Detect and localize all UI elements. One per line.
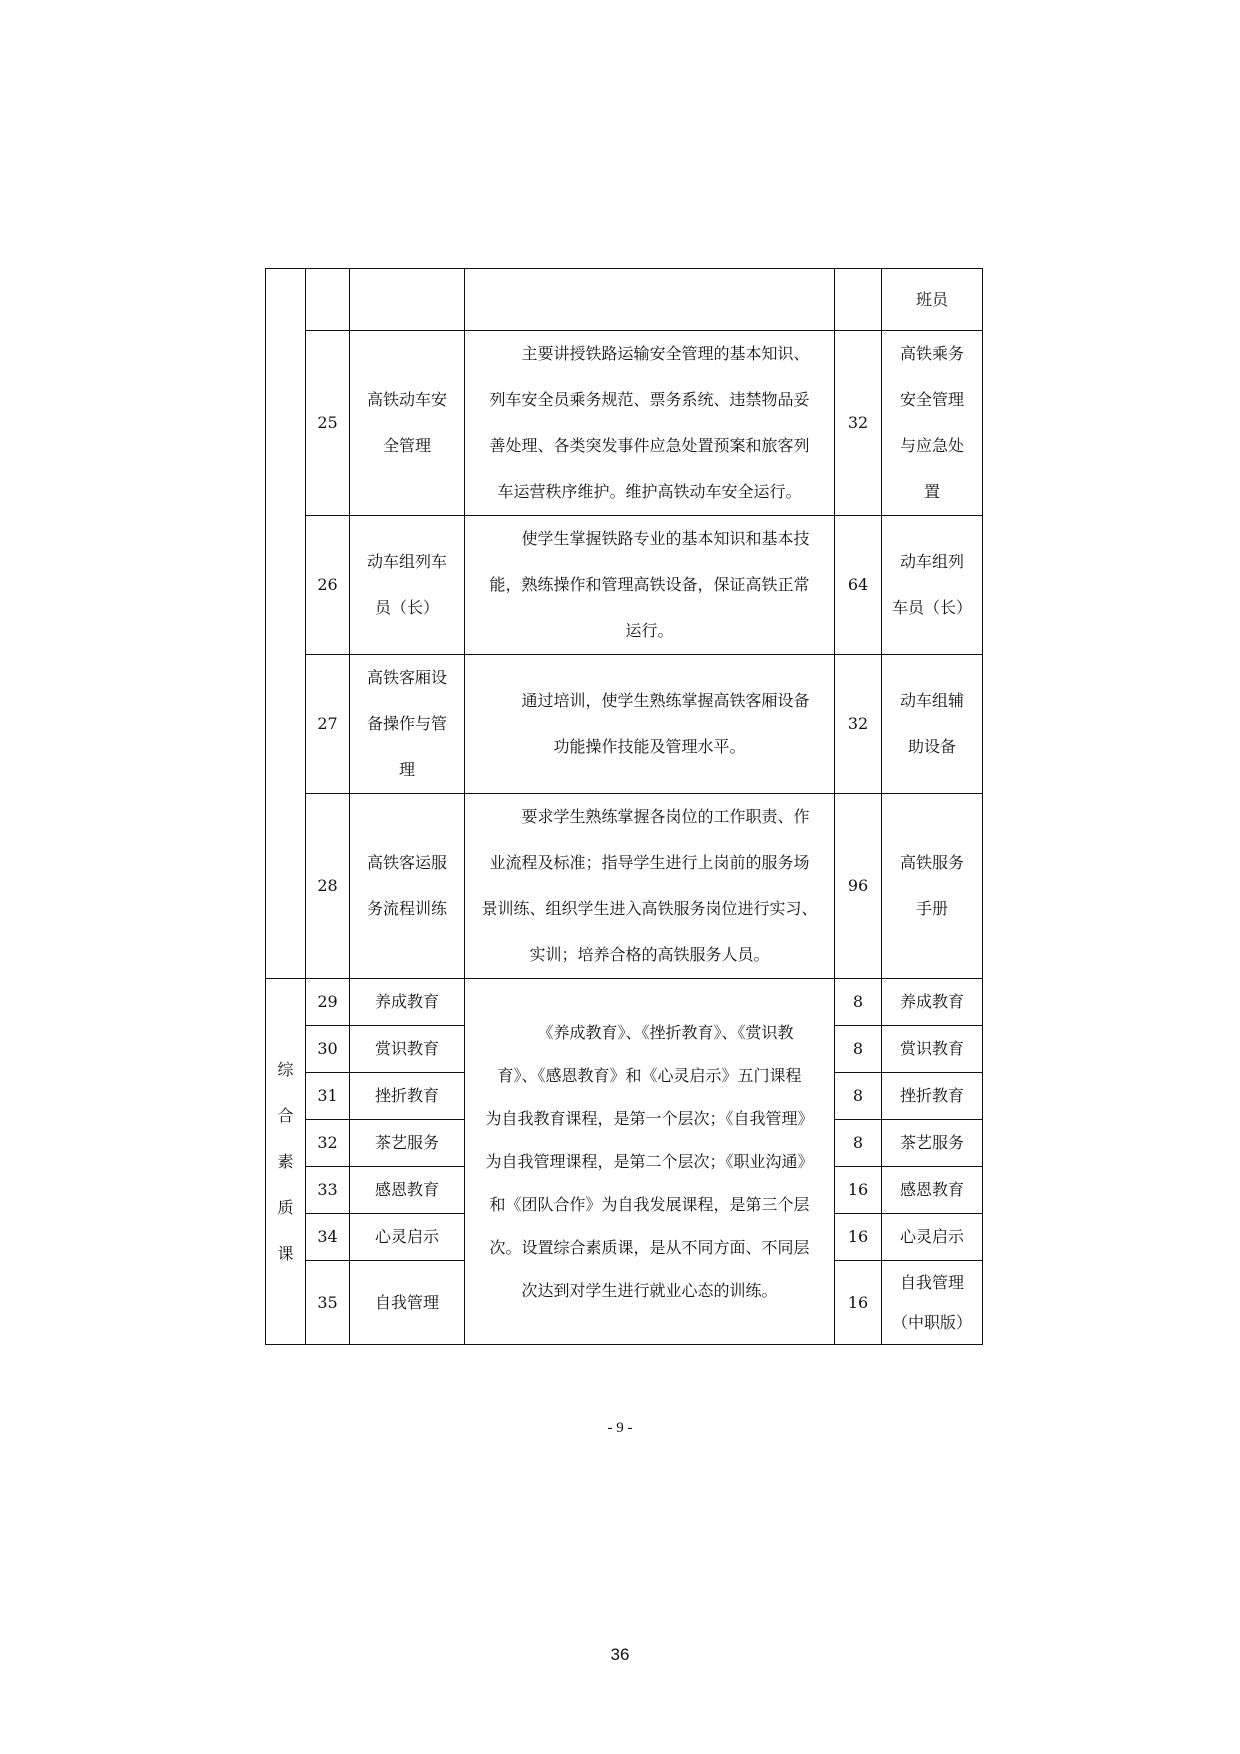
text-line: 感恩教育 bbox=[899, 1180, 964, 1199]
course-name-cell bbox=[350, 655, 465, 794]
text-line: 心灵启示 bbox=[899, 1227, 964, 1246]
text-line: 通过培训，使学生熟练掌握高铁客厢设备 bbox=[521, 691, 810, 710]
page-number: - 9 - bbox=[607, 1420, 633, 1436]
text-line: 理 bbox=[398, 760, 415, 779]
hours-cell: 8 bbox=[835, 1073, 882, 1120]
text-line: 动车组辅 bbox=[899, 691, 964, 710]
reference-cell: 班员 bbox=[882, 269, 983, 331]
reference-cell bbox=[882, 1261, 983, 1345]
text-line: 动车组列 bbox=[899, 552, 964, 571]
text-line: （中职版） bbox=[891, 1312, 972, 1332]
text-line: 务流程训练 bbox=[366, 899, 447, 918]
category-cell bbox=[266, 979, 306, 1345]
table-row bbox=[266, 331, 983, 516]
text-line: 赏识教育 bbox=[899, 1039, 964, 1058]
text-line: 能，熟练操作和管理高铁设备，保证高铁正常 bbox=[489, 575, 810, 594]
description-cell bbox=[465, 655, 835, 794]
number-cell: 32 bbox=[306, 1120, 350, 1167]
text-line: 功能操作技能及管理水平。 bbox=[553, 737, 746, 756]
table-row bbox=[266, 269, 983, 331]
course-name-cell bbox=[350, 516, 465, 655]
text-line: 高铁客运服 bbox=[366, 853, 447, 872]
course-name-cell bbox=[350, 794, 465, 979]
reference-cell bbox=[882, 1120, 983, 1167]
text-line: 安全管理 bbox=[899, 390, 964, 409]
reference-cell bbox=[882, 1026, 983, 1073]
category-char: 综 bbox=[277, 1059, 294, 1079]
reference-cell bbox=[882, 1167, 983, 1214]
reference-cell bbox=[882, 794, 983, 979]
table-row bbox=[266, 979, 983, 1026]
sheet-number: 36 bbox=[610, 1645, 630, 1664]
hours-cell: 16 bbox=[835, 1261, 882, 1345]
hours-cell bbox=[835, 269, 882, 331]
category-cell bbox=[266, 269, 306, 979]
reference-cell bbox=[882, 1073, 983, 1120]
hours-cell: 8 bbox=[835, 1026, 882, 1073]
course-name-cell bbox=[350, 269, 465, 331]
hours-cell: 16 bbox=[835, 1214, 882, 1261]
number-cell: 33 bbox=[306, 1167, 350, 1214]
number-cell: 34 bbox=[306, 1214, 350, 1261]
text-line: 高铁动车安 bbox=[366, 390, 447, 409]
text-line: 挫折教育 bbox=[899, 1086, 964, 1105]
text-line: 手册 bbox=[915, 899, 948, 918]
text-line: 高铁乘务 bbox=[899, 344, 964, 363]
curriculum-table bbox=[265, 268, 983, 1345]
text-line: 业流程及标准；指导学生进行上岗前的服务场 bbox=[489, 853, 810, 872]
hours-cell: 8 bbox=[835, 1120, 882, 1167]
category-char: 质 bbox=[277, 1197, 294, 1217]
course-name-cell: 自我管理 bbox=[350, 1261, 465, 1345]
text-line: 自我管理 bbox=[899, 1272, 964, 1292]
description-cell bbox=[465, 269, 835, 331]
text-line: 景训练、组织学生进入高铁服务岗位进行实习、 bbox=[481, 899, 818, 918]
hours-cell: 32 bbox=[835, 655, 882, 794]
number-cell bbox=[306, 269, 350, 331]
course-name-cell: 心灵启示 bbox=[350, 1214, 465, 1261]
text-line: 主要讲授铁路运输安全管理的基本知识、 bbox=[521, 344, 810, 363]
text-line: 《养成教育》、《挫折教育》、《赏识教 bbox=[537, 1023, 794, 1042]
reference-cell bbox=[882, 516, 983, 655]
description-cell bbox=[465, 979, 835, 1345]
text-line: 育》、《感恩教育》和《心灵启示》五门课程 bbox=[497, 1066, 802, 1085]
text-line: 置 bbox=[923, 482, 940, 501]
number-cell: 27 bbox=[306, 655, 350, 794]
course-name-cell: 赏识教育 bbox=[350, 1026, 465, 1073]
course-name-cell: 茶艺服务 bbox=[350, 1120, 465, 1167]
text-line: 为自我管理课程，是第二个层次；《职业沟通》 bbox=[485, 1152, 814, 1171]
course-name-cell: 养成教育 bbox=[350, 979, 465, 1026]
category-char: 课 bbox=[277, 1243, 294, 1263]
text-line: 高铁客厢设 bbox=[366, 668, 447, 687]
description-cell bbox=[465, 331, 835, 516]
description-cell bbox=[465, 794, 835, 979]
number-cell: 26 bbox=[306, 516, 350, 655]
text-line: 要求学生熟练掌握各岗位的工作职责、作 bbox=[521, 807, 810, 826]
text-line: 为自我教育课程，是第一个层次；《自我管理》 bbox=[485, 1109, 814, 1128]
text-line: 备操作与管 bbox=[366, 714, 447, 733]
description-cell bbox=[465, 516, 835, 655]
text-line: 助设备 bbox=[907, 737, 956, 756]
reference-cell bbox=[882, 331, 983, 516]
text-line: 和《团队合作》为自我发展课程，是第三个层 bbox=[489, 1195, 810, 1214]
number-cell: 31 bbox=[306, 1073, 350, 1120]
table-row bbox=[266, 655, 983, 794]
category-char: 合 bbox=[277, 1105, 294, 1125]
number-cell: 35 bbox=[306, 1261, 350, 1345]
number-cell: 25 bbox=[306, 331, 350, 516]
text-line: 员（长） bbox=[374, 598, 439, 617]
text-line: 全管理 bbox=[382, 436, 431, 455]
hours-cell: 16 bbox=[835, 1167, 882, 1214]
text-line: 次。设置综合素质课，是从不同方面、不同层 bbox=[489, 1238, 810, 1257]
text-line: 次达到对学生进行就业心态的训练。 bbox=[521, 1281, 778, 1300]
text-line: 动车组列车 bbox=[366, 552, 447, 571]
text-line: 养成教育 bbox=[899, 992, 964, 1011]
text-line: 车运营秩序维护。维护高铁动车安全运行。 bbox=[497, 482, 802, 501]
reference-cell bbox=[882, 655, 983, 794]
number-cell: 29 bbox=[306, 979, 350, 1026]
reference-cell bbox=[882, 979, 983, 1026]
number-cell: 28 bbox=[306, 794, 350, 979]
text-line: 使学生掌握铁路专业的基本知识和基本技 bbox=[521, 529, 810, 548]
course-name-cell: 感恩教育 bbox=[350, 1167, 465, 1214]
text-line: 实训；培养合格的高铁服务人员。 bbox=[529, 945, 770, 964]
reference-cell bbox=[882, 1214, 983, 1261]
category-char: 素 bbox=[277, 1151, 294, 1171]
text-line: 善处理、各类突发事件应急处置预案和旅客列 bbox=[489, 436, 810, 455]
text-line: 列车安全员乘务规范、票务系统、违禁物品妥 bbox=[489, 390, 810, 409]
hours-cell: 8 bbox=[835, 979, 882, 1026]
hours-cell: 64 bbox=[835, 516, 882, 655]
table-row bbox=[266, 516, 983, 655]
number-cell: 30 bbox=[306, 1026, 350, 1073]
text-line: 车员（长） bbox=[891, 598, 972, 617]
text-line: 茶艺服务 bbox=[899, 1133, 964, 1152]
course-name-cell bbox=[350, 331, 465, 516]
text-line: 运行。 bbox=[625, 621, 674, 640]
text-line: 高铁服务 bbox=[899, 853, 964, 872]
course-name-cell: 挫折教育 bbox=[350, 1073, 465, 1120]
text-line: 与应急处 bbox=[899, 436, 964, 455]
table-row bbox=[266, 794, 983, 979]
hours-cell: 32 bbox=[835, 331, 882, 516]
hours-cell: 96 bbox=[835, 794, 882, 979]
